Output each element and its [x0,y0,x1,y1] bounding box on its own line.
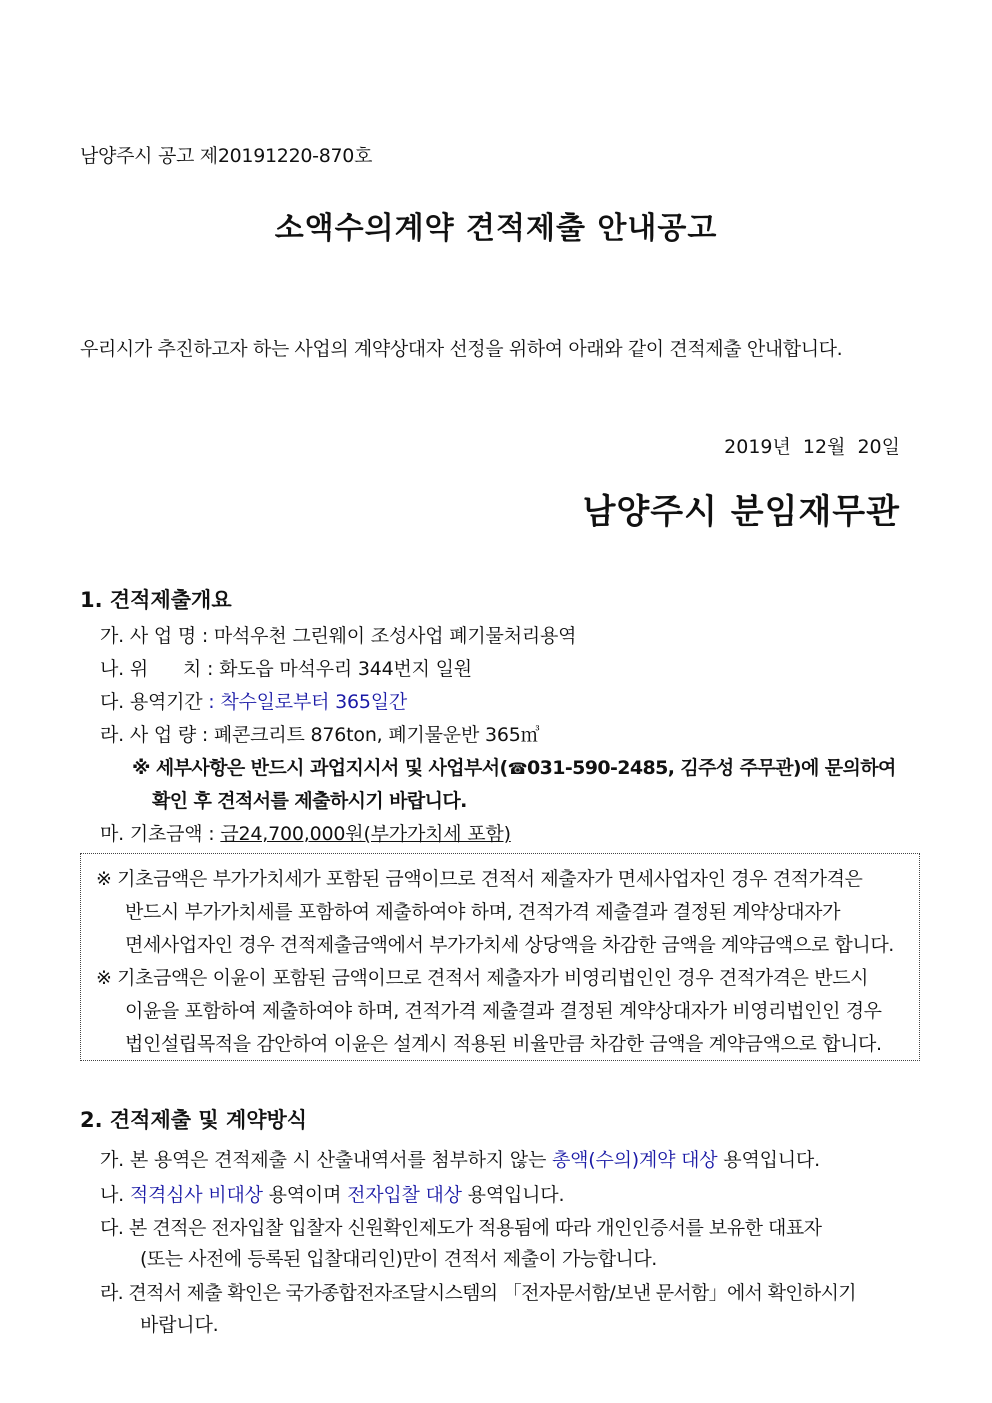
item-label: 마. 기초금액 [100,823,203,845]
text-span: 용역입니다. [461,1184,565,1206]
box-line: ※ 기초금액은 이윤이 포함된 금액이므로 견적서 제출자가 비영리법인인 경우 견적가격은 반드시 [96,967,869,989]
item-project-name [100,621,576,648]
box-line: 이윤을 포함하여 제출하여야 하며, 견적가격 제출결과 결정된 계약상대자가 비영리법인인 경우 [125,1000,882,1022]
text-span: 용역입니다. [717,1149,820,1171]
item-label: 다. 용역기간 [100,691,203,713]
detail-note-line2: 확인 후 견적서를 제출하시기 바랍니다. [152,790,467,812]
item-value: 폐콘크리트 876ton, 폐기물운반 365㎥ [213,724,540,746]
item-quantity [100,720,539,747]
intro-paragraph: 우리시가 추진하고자 하는 사업의 계약상대자 선정을 위하여 아래와 같이 견적제출 안내합니다. [80,338,843,360]
section-2-title: 2. 견적제출 및 계약방식 [80,1108,308,1132]
highlight-text: 전자입찰 대상 [347,1184,462,1206]
text-span: 가. 본 용역은 견적제출 시 산출내역서를 첨부하지 않는 [100,1149,552,1171]
item-separator: : [195,625,214,647]
notice-number: 남양주시 공고 제20191220-870호 [80,145,373,167]
item-separator: : [202,691,221,713]
item-ra-line1: 라. 견적서 제출 확인은 국가종합전자조달시스템의 「전자문서함/보낸 문서함」에서 확인하시기 [100,1282,856,1304]
highlight-text: 적격심사 비대상 [129,1184,263,1206]
item-value: 마석우천 그린웨이 조성사업 폐기물처리용역 [213,625,577,647]
item-label: 가. 사 업 명 [100,625,196,647]
detail-note [132,753,896,780]
item-ga [100,1145,820,1172]
item-na [100,1180,564,1207]
item-ra-line2: 바랍니다. [140,1314,219,1336]
item-location [100,654,472,681]
item-base-amount [100,819,511,846]
box-line: 법인설립목적을 감안하여 이윤은 설계시 적용된 비율만큼 차감한 금액을 계약금액으로 합니다. [125,1033,882,1055]
highlight-text: 총액(수의)계약 대상 [551,1149,718,1171]
item-label: 나. 위 치 [100,658,202,680]
item-da-line2: (또는 사전에 등록된 입찰대리인)만이 견적서 제출이 가능합니다. [140,1248,657,1270]
section-1-title: 1. 견적제출개요 [80,588,232,612]
notice-date: 2019년 12월 20일 [724,436,900,458]
item-da-line1: 다. 본 견적은 전자입찰 입찰자 신원확인제도가 적용됨에 따라 개인인증서를 보유한 대표자 [100,1217,822,1239]
phone-icon: ☎ [507,759,527,778]
item-period [100,687,407,714]
base-amount-value: 금24,700,000원(부가가치세 포함) [220,823,511,845]
issuer-name: 남양주시 분임재무관 [582,492,900,532]
document-title: 소액수의계약 견적제출 안내공고 [274,211,718,246]
item-value: 착수일로부터 365일간 [220,691,408,713]
text-span: 나. [100,1184,130,1206]
box-line: 면세사업자인 경우 견적제출금액에서 부가가치세 상당액을 차감한 금액을 계약금액으로 합니다. [125,934,894,956]
note-phone: 031-590-2485, 김주성 주무관)에 문의하여 [526,757,896,779]
box-line: ※ 기초금액은 부가가치세가 포함된 금액이므로 견적서 제출자가 면세사업자인 경우 견적가격은 [96,868,863,890]
item-separator: : [202,823,221,845]
item-separator: : [201,658,220,680]
item-label: 라. 사 업 량 [100,724,196,746]
item-value: 화도읍 마석우리 344번지 일원 [219,658,472,680]
item-separator: : [195,724,214,746]
note-prefix: ※ 세부사항은 반드시 과업지시서 및 사업부서( [132,757,508,779]
text-span: 용역이며 [262,1184,348,1206]
box-line: 반드시 부가가치세를 포함하여 제출하여야 하며, 견적가격 제출결과 결정된 계약상대자가 [125,901,841,923]
